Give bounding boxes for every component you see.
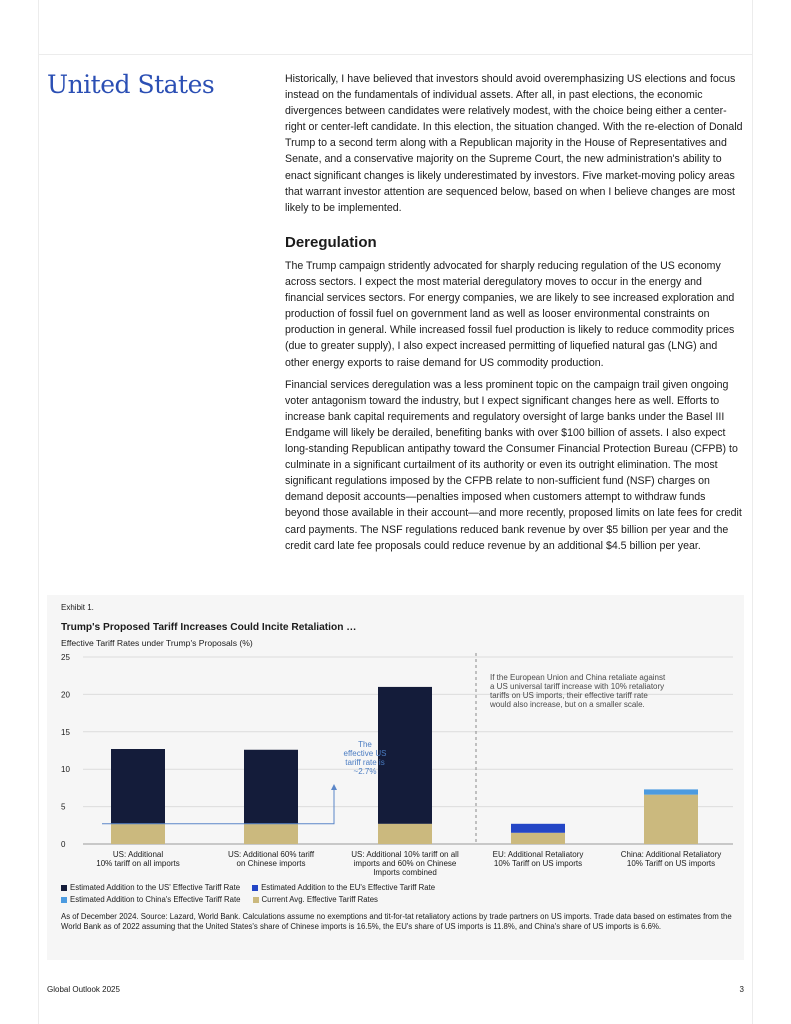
x-category-label-3-line-3: Imports combined	[373, 868, 437, 877]
x-category-label-3-line-1: US: Additional 10% tariff on all	[351, 850, 459, 859]
page-frame-left	[38, 0, 39, 1024]
exhibit-source-note: As of December 2024. Source: Lazard, World Bank. Calculations assume no exemptions and tit-for-tat retaliatory actions by trade partners on US imports. Trade data based on estimates from the World Bank as of 2022 assuming that the United States's share of Chinese imports is 16.5%, the EU's share of US imports is 11.8%, and China's share of US imports is 6.6%.	[61, 912, 732, 931]
exhibit-label: Exhibit 1.	[61, 603, 94, 612]
x-category-label-5-line-2: 10% Tariff on US imports	[626, 859, 716, 868]
y-tick-label-10: 10	[61, 765, 70, 775]
deregulation-paragraph-2: Financial services deregulation was a less prominent topic on the campaign trail given ongoing voter antagonism toward the industry, but I expect significant changes here as well. Efforts to increase bank capital requirements and regulatory oversight of large banks under the Basel III Endgame will likely be derailed, benefiting banks with over $100 billion of assets. I also expect long-standing Republican antipathy toward the Consumer Financial Protection Bureau (CFPB) to culminate in a significant curtailment of its authority or even its outright elimination. The most significant regulations imposed by the CFPB relate to non-sufficient fund (NSF) charges on demand deposit accounts—penalties imposed when customers attempt to withdraw funds beyond those available in their account—and more recently, proposed limits on late fees for credit card payments. The NSF regulations reduced bank revenue by over $5 billion per year and the credit card late fee proposals could reduce revenue by an additional $4.5 billion per year.	[285, 378, 742, 552]
legend-row-2	[61, 895, 378, 904]
annotation-arrow-text-4: ~2.7%	[353, 767, 377, 776]
x-category-label-4-line-1: EU: Additional Retaliatory	[492, 850, 584, 859]
y-tick-label-5: 5	[61, 802, 66, 812]
legend-swatch-current	[253, 897, 259, 903]
legend-swatch-china	[61, 897, 67, 903]
x-category-label-4-line-2: 10% Tariff on US imports	[493, 859, 583, 868]
x-category-label-1-line-2: 10% tariff on all imports	[96, 859, 180, 868]
annotation-right-text-3: tariffs on US imports, their effective tariff rate	[490, 691, 648, 700]
bar-2-series-1	[244, 824, 298, 844]
legend-swatch-eu	[252, 885, 258, 891]
x-category-label-2-line-2: on Chinese imports	[236, 859, 306, 868]
footer-title: Global Outlook 2025	[47, 985, 120, 994]
y-tick-label-25: 25	[61, 653, 70, 662]
section-title: United States	[47, 70, 215, 99]
tariff-bar-chart	[47, 595, 744, 880]
footer-page-number: 3	[739, 985, 744, 994]
deregulation-heading: Deregulation	[285, 234, 377, 251]
legend-label-us: Estimated Addition to the US' Effective Tariff Rate	[70, 883, 241, 892]
exhibit-subtitle: Effective Tariff Rates under Trump's Proposals (%)	[61, 638, 253, 648]
annotation-right-text-1: If the European Union and China retaliate against	[490, 673, 666, 682]
annotation-arrow-text-3: tariff rate is	[345, 758, 385, 767]
exhibit-title: Trump's Proposed Tariff Increases Could Incite Retaliation …	[61, 622, 357, 633]
legend-row-1	[61, 883, 435, 892]
y-tick-label-0: 0	[61, 840, 66, 849]
deregulation-paragraph-1: The Trump campaign stridently advocated for sharply reducing regulation of the US economy across sectors. I expect the most material deregulatory moves to occur in the energy and financial services sectors. For energy companies, we are likely to see increased exploration and production of fossil fuel on government land as well as looser environmental constraints on production in general. While increased fossil fuel production is likely to reduce commodity prices (due to greater supply), I also expect increased permitting of liquefied natural gas (LNG) and other energy exports to raise demand for US commodity production.	[285, 260, 735, 369]
bar-5-series-1	[644, 795, 698, 844]
intro-paragraph: Historically, I have believed that investors should avoid overemphasizing US elections and focus instead on the fundamentals of individual assets. After all, in past elections, the economic divergences between candidates were relatively modest, with the choice being either a center-right or center-left candidate. In this election, the situation changed. With the re-election of Donald Trump to a second term along with a Republican majority in the House of Representatives and Senate, and a conservative majority on the Supreme Court, the new administration's ability to enact significant changes is likely underestimated by investors. Five market-moving policy areas that warrant investor attention are sequenced below, based on when I believe changes are most likely to be implemented.	[285, 73, 743, 214]
legend-swatch-us	[61, 885, 67, 891]
annotation-arrow-text-2: effective US	[343, 749, 387, 758]
bar-5-series-4	[644, 789, 698, 794]
deregulation-section	[285, 234, 743, 554]
y-tick-label-15: 15	[61, 727, 70, 737]
bar-1-series-1	[111, 824, 165, 844]
intro-column	[285, 71, 743, 216]
annotation-arrowhead	[331, 784, 337, 790]
bar-4-series-1	[511, 833, 565, 844]
exhibit-panel	[47, 595, 744, 960]
y-tick-label-20: 20	[61, 690, 70, 700]
x-category-label-2-line-1: US: Additional 60% tariff	[227, 850, 315, 859]
legend-label-china: Estimated Addition to China's Effective Tariff Rate	[70, 895, 241, 904]
bar-1-series-2	[111, 749, 165, 824]
page-frame-top	[38, 54, 753, 55]
annotation-right-text-4: would also increase, but on a smaller scale.	[490, 700, 645, 709]
annotation-right-text-2: a US universal tariff increase with 10% retaliatory	[490, 682, 665, 691]
x-category-label-5-line-1: China: Additional Retaliatory	[620, 850, 722, 859]
bar-2-series-2	[244, 750, 298, 824]
x-category-label-3-line-2: imports and 60% on Chinese	[353, 859, 457, 868]
annotation-arrow-text-1: The	[358, 740, 372, 749]
page-frame-right	[752, 0, 753, 1024]
legend-label-eu: Estimated Addition to the EU's Effective Tariff Rate	[261, 883, 436, 892]
bar-4-series-3	[511, 824, 565, 833]
x-category-label-1-line-1: US: Additional	[112, 850, 164, 859]
legend-label-current: Current Avg. Effective Tariff Rates	[261, 895, 378, 904]
bar-3-series-1	[378, 824, 432, 844]
